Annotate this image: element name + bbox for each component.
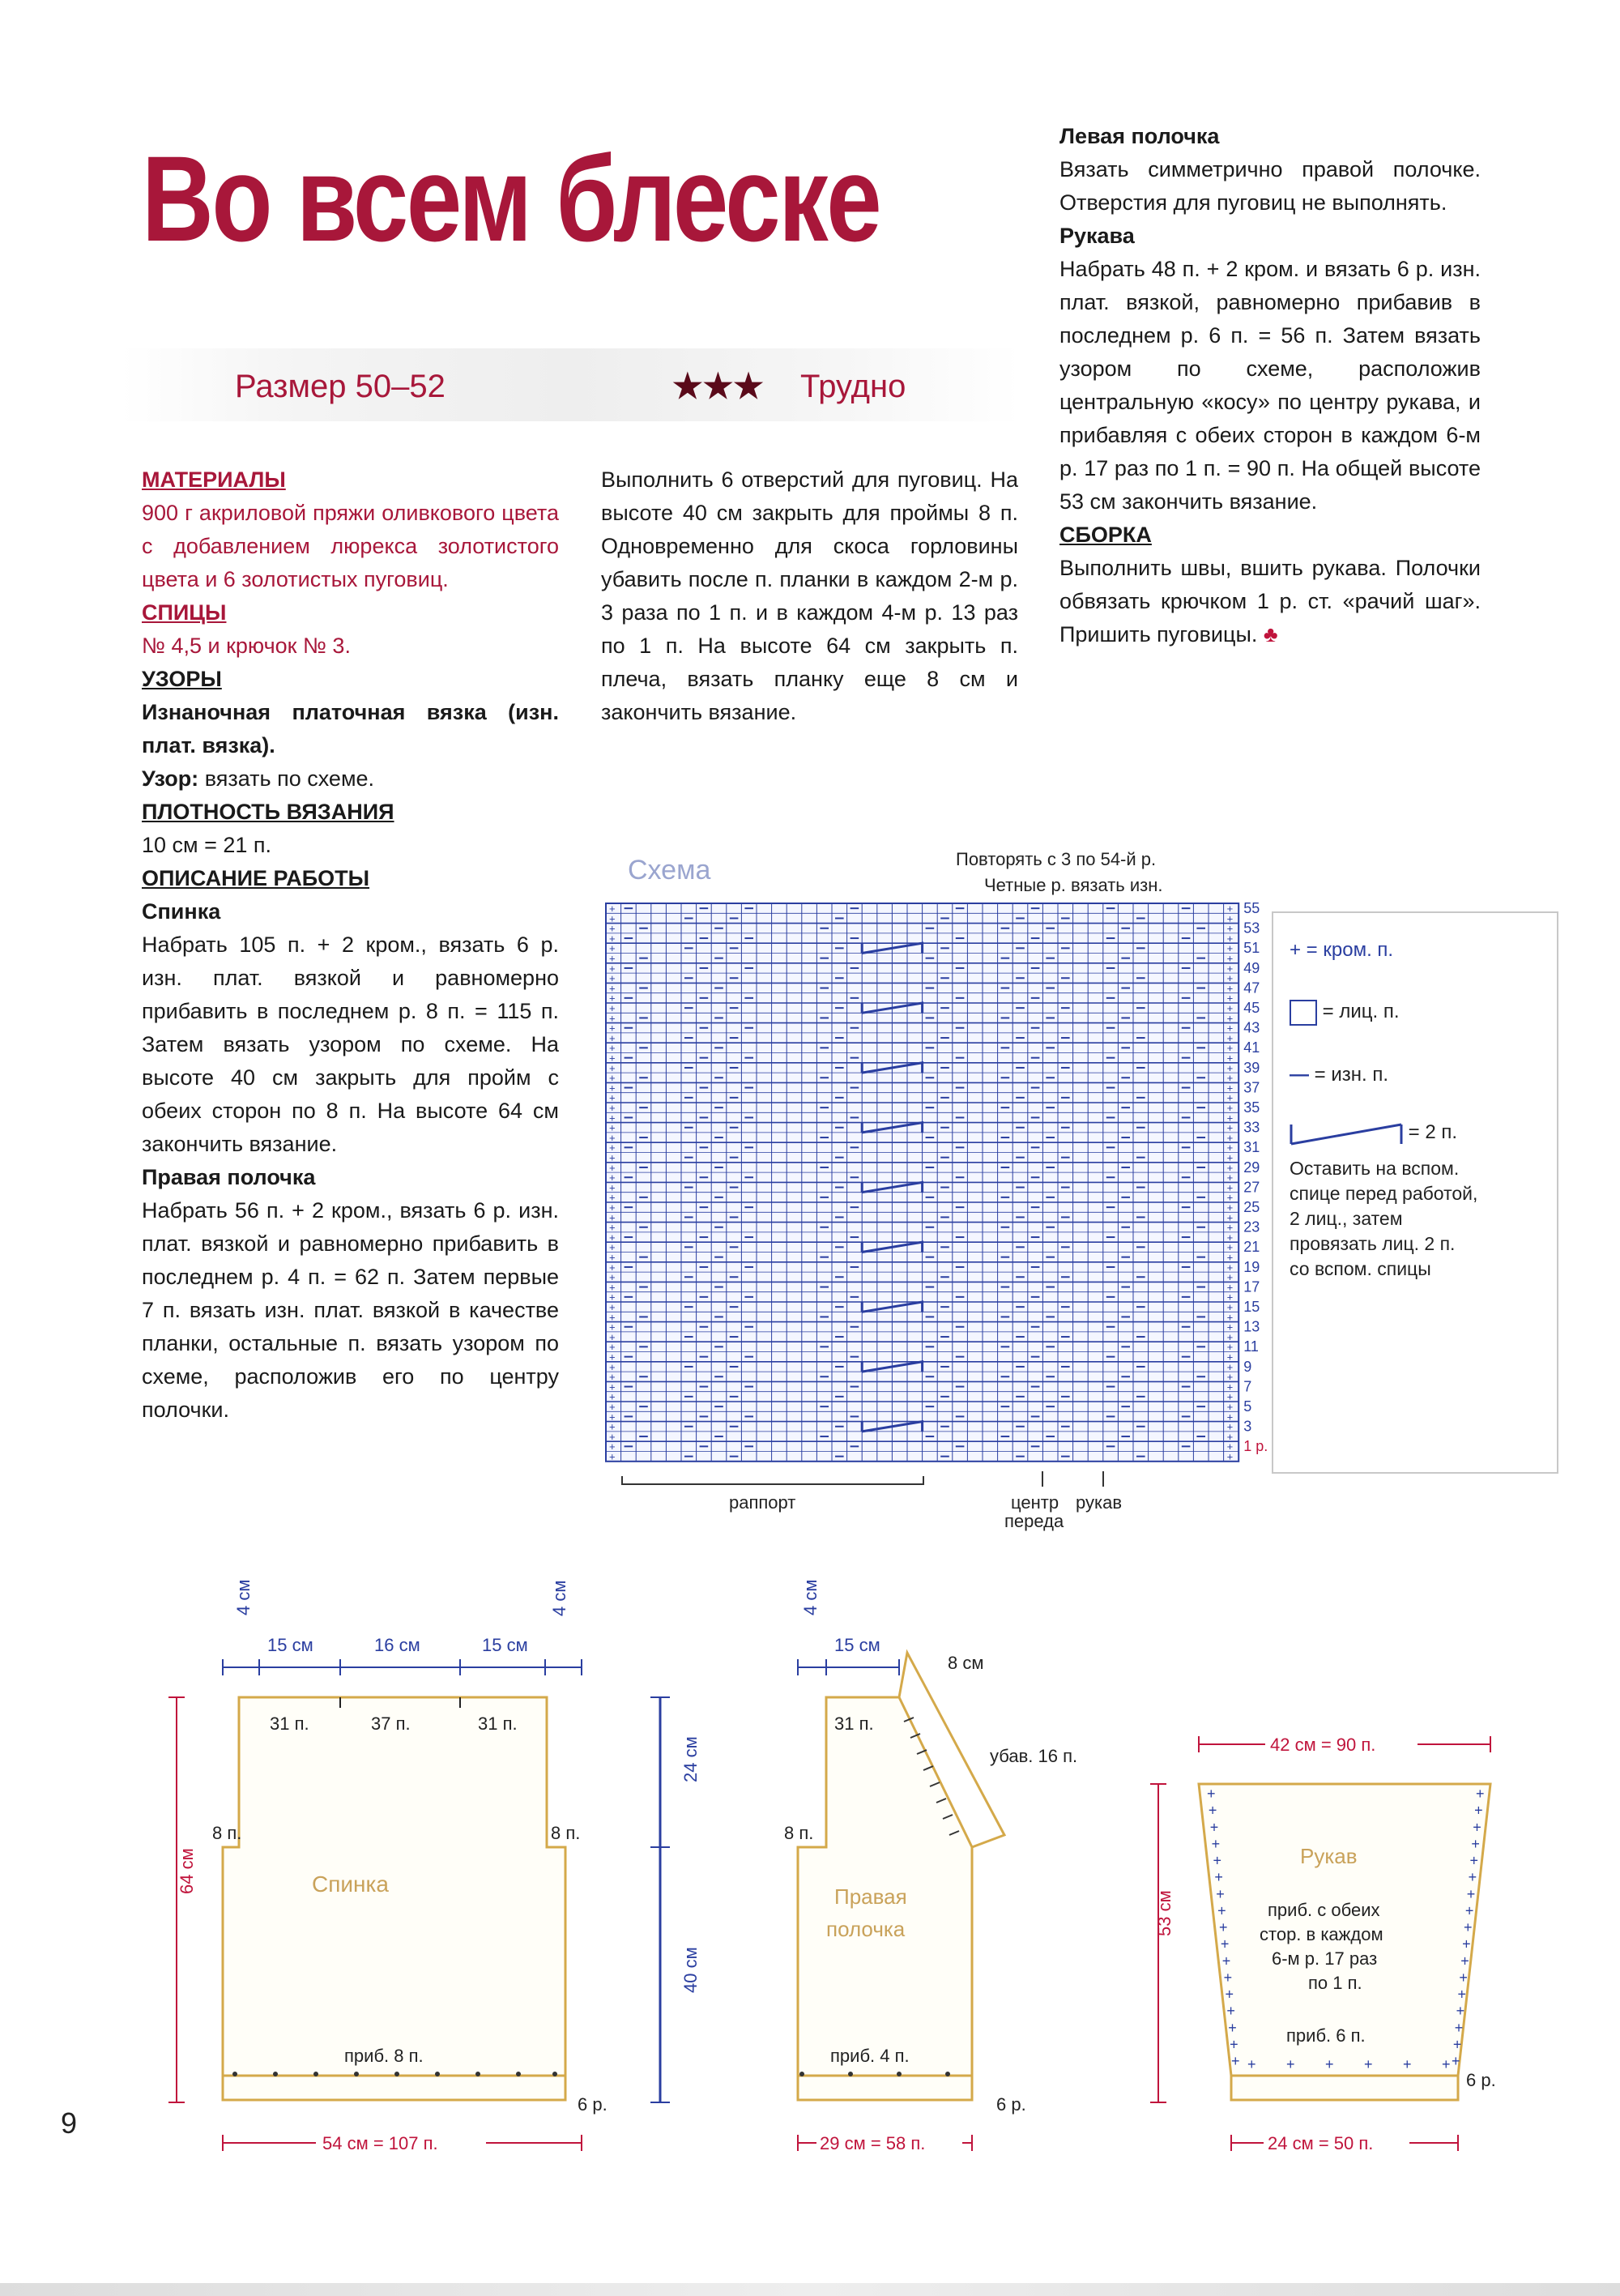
edge-stitch: + (609, 1002, 616, 1014)
back-outline (223, 1697, 565, 2076)
back-top-3: 16 см (374, 1635, 420, 1655)
edge-stitch: + (1226, 1042, 1234, 1055)
stitch-chart (599, 899, 1280, 1547)
edge-stitch: + (609, 1042, 616, 1055)
legend-cable-eq: = 2 п. (1408, 1121, 1458, 1143)
sleeve-inc-mark: + (1230, 2036, 1238, 2053)
edge-stitch: + (1226, 1131, 1234, 1144)
edge-stitch: + (1226, 1261, 1234, 1274)
assembly-body: Выполнить швы, вшить рукава. Полочки обвязать крючком 1 р. ст. «рачий шаг». Пришить пуговицы. (1059, 556, 1481, 647)
edge-stitch: + (609, 1430, 616, 1443)
sleeve-inc-mark: + (1228, 2019, 1237, 2036)
edge-stitch: + (1226, 982, 1234, 995)
difficulty-label: Трудно (800, 369, 906, 404)
left-front-text: Вязать симметрично правой полочке. Отверстия для пуговиц не выполнять. (1059, 157, 1481, 215)
edge-stitch: + (609, 942, 616, 955)
sleeve-inc-mark: + (1219, 1919, 1228, 1935)
front-rows: 6 р. (996, 2094, 1026, 2115)
assembly-heading: СБОРКА (1059, 523, 1152, 547)
back-top-5: 4 см (549, 1580, 569, 1616)
edge-stitch: + (1226, 1381, 1234, 1393)
front-band: 8 см (948, 1653, 984, 1673)
sleeve-inc-mark: + (1216, 1885, 1225, 1902)
row-number: 5 (1243, 1398, 1252, 1415)
sleeve-inc-mark: + (1223, 1969, 1233, 1986)
edge-stitch: + (1226, 1360, 1234, 1373)
edge-stitch: + (609, 972, 616, 985)
edge-stitch: + (609, 1330, 616, 1343)
edge-stitch: + (1226, 912, 1234, 925)
edge-stitch: + (1226, 1002, 1234, 1014)
edge-stitch: + (1226, 1082, 1234, 1095)
edge-stitch: + (1226, 1221, 1234, 1234)
sleeve-inc-3: 6-м р. 17 раз (1272, 1948, 1378, 1969)
sleeve-top: 42 см = 90 п. (1270, 1735, 1376, 1755)
back-text: Набрать 105 п. + 2 кром., вязать 6 р. изн. плат. вязкой и равномерно прибавить в последнем р. 8 п. = 115 п. Затем вязать узором по схеме. На высоте 40 см закрыть для пройм с обеих сторон по 8 п. На высоте 64 см закончить вязание. (142, 932, 559, 1156)
edge-stitch: + (609, 1052, 616, 1065)
edge-stitch: + (609, 1142, 616, 1154)
sleeve-inc-mark: + (1473, 1819, 1481, 1836)
back-rows: 6 р. (578, 2094, 608, 2115)
schematics (0, 1580, 1620, 2228)
front-bottom: 29 см = 58 п. (820, 2133, 926, 2153)
cable-desc-line: со вспом. спицы (1290, 1258, 1431, 1279)
front-label-2: полочка (826, 1917, 906, 1941)
description-heading: ОПИСАНИЕ РАБОТЫ (142, 866, 370, 890)
edge-stitch: + (1226, 1351, 1234, 1364)
edge-stitch: + (1226, 972, 1234, 985)
sleeve-bottom: 24 см = 50 п. (1268, 2133, 1374, 2153)
sleeve-inc-mark: + (1459, 1969, 1468, 1986)
right-front-cont-text: Выполнить 6 отверстий для пуговиц. На высоте 40 см закрыть для проймы 8 п. Одновременно для скоса горловины убавить после п. планки в каждом 2-м р. 3 раза по 1 п. и в каждом 4-м р. 13 раз по 1 п. На высоте 64 см закрыть п. плеча, вязать планку еще 8 см и закончить вязание. (601, 467, 1018, 724)
front-inc: приб. 4 п. (830, 2046, 910, 2066)
row-number: 51 (1243, 940, 1260, 957)
sleeve-inc-mark: + (1454, 2019, 1464, 2036)
chart-title: Схема (628, 855, 711, 886)
rapport-label: раппорт (729, 1492, 796, 1513)
sleeve-inc-mark: + (1457, 1986, 1467, 2003)
edge-stitch: + (1226, 1112, 1234, 1125)
edge-stitch: + (1226, 1091, 1234, 1104)
chart-note-even: Четные р. вязать изн. (984, 875, 1163, 895)
edge-stitch: + (609, 1371, 616, 1384)
front-top-1: 4 см (800, 1580, 821, 1615)
left-front-heading: Левая полочка (1059, 124, 1220, 148)
legend-cable-desc (1290, 1156, 1477, 1282)
sleeve-inc-1: приб. с обеих (1268, 1900, 1380, 1920)
row-number: 25 (1243, 1199, 1260, 1215)
sleeve-inc-mark: + (1474, 1802, 1483, 1819)
legend-purl (1290, 1062, 1388, 1088)
edge-stitch: + (1226, 1390, 1234, 1403)
edge-stitch: + (609, 952, 616, 965)
center-label-1: центр (1011, 1492, 1059, 1513)
sleeve-rows: 6 р. (1466, 2070, 1496, 2090)
edge-stitch: + (609, 1112, 616, 1125)
needles-text: № 4,5 и крючок № 3. (142, 634, 351, 658)
edge-stitch: + (609, 1061, 616, 1074)
cable-icon (1290, 1121, 1403, 1146)
size-label: Размер 50–52 (235, 369, 446, 404)
edge-stitch: + (1226, 903, 1234, 915)
sleeve-label: рукав (1076, 1492, 1123, 1513)
edge-stitch: + (609, 1351, 616, 1364)
cable-desc-line: Оставить на вспом. (1290, 1158, 1460, 1179)
edge-stitch: + (1226, 1012, 1234, 1025)
edge-stitch: + (1226, 1161, 1234, 1174)
page-number: 9 (61, 2106, 78, 2140)
edge-stitch: + (609, 1231, 616, 1244)
back-heading: Спинка (142, 899, 221, 924)
purl-dash-icon: — (1290, 1064, 1309, 1086)
edge-stitch: + (1226, 1171, 1234, 1184)
right-front-text: Набрать 56 п. + 2 кром., вязать 6 р. изн. плат. вязкой и равномерно прибавить в последнем р. 4 п. = 62 п. Затем первые 7 п. вязать изн. плат. вязкой в качестве планки, остальные п. вязать узором по схеме, расположив его по центру полочки. (142, 1198, 559, 1422)
edge-stitch: + (1226, 1430, 1234, 1443)
front-schematic (784, 1580, 1077, 2155)
sleeve-inc-mark: + (1209, 1819, 1219, 1836)
row-number: 3 (1243, 1418, 1252, 1435)
edge-stitch: + (609, 1241, 616, 1254)
sleeve-inc-mark: + (1471, 1835, 1480, 1852)
edge-stitch: + (1226, 1281, 1234, 1294)
sleeve-inc-mark: + (1476, 1786, 1485, 1802)
sleeve-label: Рукав (1300, 1844, 1358, 1868)
back-top-4: 15 см (482, 1635, 528, 1655)
edge-stitch: + (609, 1281, 616, 1294)
row-number: 21 (1243, 1239, 1260, 1256)
edge-stitch: + (609, 1102, 616, 1114)
cable-desc-line: 2 лиц., затем (1290, 1208, 1403, 1229)
legend-edge: + = кром. п. (1290, 939, 1394, 961)
edge-stitch: + (609, 1410, 616, 1423)
pattern-text: вязать по схеме. (198, 766, 375, 791)
back-armhole-l: 8 п. (212, 1823, 242, 1843)
row-number: 43 (1243, 1019, 1260, 1036)
edge-stitch: + (1226, 1061, 1234, 1074)
row-number: 31 (1243, 1139, 1260, 1156)
edge-stitch: + (609, 1121, 616, 1134)
edge-stitch: + (609, 1420, 616, 1433)
sleeve-inc-mark: + (1226, 2003, 1235, 2020)
chart-legend (1272, 911, 1558, 1474)
edge-stitch: + (609, 1031, 616, 1044)
sleeve-inc-mark: + (1207, 1786, 1216, 1802)
front-dec: убав. 16 п. (990, 1746, 1078, 1766)
page-edge (0, 2283, 1620, 2296)
edge-stitch: + (609, 1211, 616, 1224)
legend-knit-text: = лиц. п. (1322, 1001, 1400, 1022)
sleeve-inc-mark: + (1452, 2053, 1460, 2069)
edge-stitch: + (609, 903, 616, 915)
edge-stitch: + (609, 1251, 616, 1264)
sleeve-inc-mark: + (1464, 1902, 1474, 1919)
sleeve-rib (1231, 2076, 1458, 2100)
edge-stitch: + (1226, 922, 1234, 935)
chart-row-numbers (1243, 900, 1268, 1454)
row-number: 41 (1243, 1039, 1260, 1056)
column-right (1059, 120, 1481, 651)
edge-stitch: + (609, 1161, 616, 1174)
edge-stitch: + (1226, 1121, 1234, 1134)
edge-stitch: + (1226, 1311, 1234, 1324)
edge-stitch: + (1226, 1072, 1234, 1085)
row-number: 37 (1243, 1079, 1260, 1096)
edge-stitch: + (1226, 1341, 1234, 1354)
sleeve-inc-mark: + (1220, 1935, 1230, 1952)
edge-stitch: + (1226, 992, 1234, 1005)
edge-stitch: + (1226, 1052, 1234, 1065)
edge-stitch: + (1226, 942, 1234, 955)
row-number: 33 (1243, 1119, 1260, 1136)
edge-stitch: + (1226, 1142, 1234, 1154)
back-top-1: 4 см (233, 1580, 254, 1615)
edge-stitch: + (1226, 1371, 1234, 1384)
edge-stitch: + (1226, 1330, 1234, 1343)
front-rib (798, 2076, 972, 2100)
legend-purl-text: = изн. п. (1314, 1064, 1389, 1086)
edge-stitch: + (609, 962, 616, 975)
edge-stitch: + (609, 1341, 616, 1354)
back-height-upper: 24 см (680, 1736, 701, 1782)
column-middle (601, 463, 1018, 729)
edge-stitch: + (609, 1181, 616, 1194)
edge-stitch: + (1226, 1321, 1234, 1334)
row-number: 45 (1243, 1000, 1260, 1016)
page-title: Во всем блеске (142, 130, 880, 267)
sleeve-inc-mark: + (1452, 2036, 1462, 2053)
knit-square-icon (1290, 1000, 1317, 1026)
edge-stitch: + (1226, 1102, 1234, 1114)
edge-stitch: + (1226, 1251, 1234, 1264)
edge-stitch: + (609, 932, 616, 945)
sleeve-inc-mark: + (1325, 2056, 1334, 2072)
edge-stitch: + (1226, 962, 1234, 975)
row-number: 35 (1243, 1099, 1260, 1116)
edge-stitch: + (609, 1082, 616, 1095)
edge-stitch: + (609, 1401, 616, 1413)
sleeve-inc-mark: + (1211, 1835, 1221, 1852)
edge-stitch: + (609, 1271, 616, 1284)
row-number: 9 (1243, 1358, 1252, 1375)
cable-desc-line: спице перед работой, (1290, 1183, 1478, 1204)
sleeve-inc-mark: + (1247, 2056, 1256, 2072)
edge-stitch: + (609, 1311, 616, 1324)
back-inc: приб. 8 п. (344, 2046, 424, 2066)
club-icon: ♣ (1263, 622, 1278, 647)
sleeve-inc: приб. 6 п. (1286, 2025, 1366, 2046)
difficulty-stars: ★★★ (672, 367, 764, 405)
row-number: 29 (1243, 1159, 1260, 1176)
row-number: 13 (1243, 1318, 1260, 1335)
row-number: 27 (1243, 1179, 1260, 1196)
chart-grid (606, 903, 1238, 1463)
row-number: 17 (1243, 1278, 1260, 1295)
back-top-2: 15 см (267, 1635, 313, 1655)
column-left (142, 463, 559, 1427)
back-label: Спинка (312, 1871, 389, 1897)
edge-stitch: + (609, 1221, 616, 1234)
center-label-2: переда (1004, 1511, 1064, 1531)
edge-stitch: + (1226, 1151, 1234, 1164)
edge-stitch: + (609, 1171, 616, 1184)
edge-stitch: + (609, 1390, 616, 1403)
edge-stitch: + (1226, 1211, 1234, 1224)
edge-stitch: + (1226, 1201, 1234, 1214)
sleeves-heading: Рукава (1059, 224, 1135, 248)
legend-cable (1290, 1120, 1457, 1146)
row-number: 19 (1243, 1258, 1260, 1275)
edge-stitch: + (1226, 1410, 1234, 1423)
back-bottom: 54 см = 107 п. (322, 2133, 438, 2153)
row-number: 53 (1243, 920, 1260, 937)
sleeve-inc-mark: + (1225, 1986, 1234, 2003)
edge-stitch: + (609, 1321, 616, 1334)
edge-stitch: + (609, 1131, 616, 1144)
edge-stitch: + (609, 1301, 616, 1313)
sleeve-inc-mark: + (1286, 2056, 1295, 2072)
edge-stitch: + (609, 992, 616, 1005)
row-number: 47 (1243, 979, 1260, 996)
row-number: 15 (1243, 1299, 1260, 1315)
sleeve-schematic (1150, 1732, 1496, 2155)
sleeve-inc-mark: + (1221, 1952, 1231, 1970)
front-armhole: 8 п. (784, 1823, 814, 1843)
edge-stitch: + (1226, 1271, 1234, 1284)
sleeve-inc-mark: + (1403, 2056, 1412, 2072)
edge-stitch: + (1226, 1031, 1234, 1044)
pattern-label: Узор: (142, 766, 199, 791)
materials-text: 900 г акриловой пряжи оливкового цвета с добавлением люрекса золотистого цвета и 6 золотистых пуговиц. (142, 501, 559, 591)
sleeve-inc-mark: + (1214, 1869, 1223, 1886)
sleeve-inc-mark: + (1208, 1802, 1217, 1819)
back-st-3: 31 п. (478, 1713, 518, 1734)
edge-stitch: + (609, 1440, 616, 1453)
right-front-heading: Правая полочка (142, 1165, 316, 1189)
edge-stitch: + (609, 922, 616, 935)
edge-stitch: + (1226, 1420, 1234, 1433)
sleeve-inc-mark: + (1462, 1935, 1471, 1952)
sleeve-inc-mark: + (1442, 2056, 1451, 2072)
edge-stitch: + (609, 1191, 616, 1204)
sleeve-inc-mark: + (1460, 1952, 1469, 1970)
sleeve-inc-mark: + (1469, 1852, 1479, 1869)
back-st-2: 37 п. (371, 1713, 411, 1734)
sleeve-inc-mark: + (1468, 1869, 1477, 1886)
row-number: 23 (1243, 1218, 1260, 1235)
edge-stitch: + (1226, 1401, 1234, 1413)
sleeve-inc-2: стор. в каждом (1260, 1924, 1383, 1944)
edge-stitch: + (1226, 1450, 1234, 1463)
edge-stitch: + (609, 1022, 616, 1035)
front-st-top: 31 п. (834, 1713, 874, 1734)
front-top-2: 15 см (834, 1635, 880, 1655)
chart-note-repeat: Повторять с 3 по 54-й р. (956, 849, 1157, 869)
edge-stitch: + (1226, 1231, 1234, 1244)
edge-stitch: + (609, 982, 616, 995)
sleeve-inc-mark: + (1217, 1902, 1226, 1919)
back-height: 64 см (177, 1848, 197, 1894)
row-number: 11 (1243, 1338, 1259, 1355)
edge-stitch: + (1226, 1191, 1234, 1204)
edge-stitch: + (609, 1201, 616, 1214)
edge-stitch: + (609, 1360, 616, 1373)
back-schematic (168, 1580, 701, 2155)
edge-stitch: + (609, 1381, 616, 1393)
back-st-1: 31 п. (270, 1713, 309, 1734)
edge-stitch: + (1226, 932, 1234, 945)
edge-stitch: + (1226, 1291, 1234, 1304)
assembly-text (1059, 552, 1481, 651)
edge-stitch: + (1226, 1022, 1234, 1035)
edge-stitch: + (609, 1012, 616, 1025)
patterns-text-2 (142, 762, 559, 796)
back-rib (223, 2076, 565, 2100)
edge-stitch: + (609, 1072, 616, 1085)
patterns-heading: УЗОРЫ (142, 667, 222, 691)
legend-knit (1290, 999, 1400, 1026)
edge-stitch: + (609, 1261, 616, 1274)
row-number: 49 (1243, 959, 1260, 976)
row-number: 1 р. (1243, 1438, 1268, 1455)
edge-stitch: + (609, 912, 616, 925)
needles-heading: СПИЦЫ (142, 600, 227, 625)
sleeve-inc-mark: + (1231, 2053, 1240, 2069)
cable-desc-line: провязать лиц. 2 п. (1290, 1233, 1456, 1254)
back-armhole-r: 8 п. (551, 1823, 581, 1843)
edge-stitch: + (609, 1091, 616, 1104)
edge-stitch: + (1226, 952, 1234, 965)
sleeves-text: Набрать 48 п. + 2 кром. и вязать 6 р. изн. плат. вязкой, равномерно прибавив в последнем р. 6 п. = 56 п. Затем вязать узором по схеме, расположив центральную «косу» по центру рукава, и прибавляя с обеих сторон в каждом 6-м р. 17 раз по 1 п. = 90 п. На общей высоте 53 см закончить вязание. (1059, 257, 1481, 514)
sleeve-inc-mark: + (1213, 1852, 1222, 1869)
sleeve-inc-mark: + (1466, 1885, 1476, 1902)
edge-stitch: + (609, 1151, 616, 1164)
edge-stitch: + (1226, 1440, 1234, 1453)
sleeve-height: 53 см (1154, 1890, 1174, 1936)
sleeve-inc-4: по 1 п. (1308, 1973, 1362, 1993)
density-heading: ПЛОТНОСТЬ ВЯЗАНИЯ (142, 800, 394, 824)
edge-stitch: + (609, 1450, 616, 1463)
edge-stitch: + (609, 1291, 616, 1304)
row-number: 7 (1243, 1378, 1252, 1395)
patterns-text-1: Изнаночная платочная вязка (изн. плат. вязка). (142, 700, 559, 758)
sleeve-inc-mark: + (1456, 2003, 1465, 2020)
sleeve-inc-mark: + (1464, 1919, 1473, 1935)
edge-stitch: + (1226, 1241, 1234, 1254)
sleeve-inc-mark: + (1364, 2056, 1373, 2072)
edge-stitch: + (1226, 1181, 1234, 1194)
edge-stitch: + (1226, 1301, 1234, 1313)
back-height-lower: 40 см (680, 1947, 701, 1993)
rapport-bracket (622, 1476, 923, 1484)
materials-heading: МАТЕРИАЛЫ (142, 467, 286, 492)
row-number: 55 (1243, 900, 1260, 916)
front-label-1: Правая (834, 1884, 907, 1909)
density-text: 10 см = 21 п. (142, 833, 272, 857)
row-number: 39 (1243, 1059, 1260, 1076)
